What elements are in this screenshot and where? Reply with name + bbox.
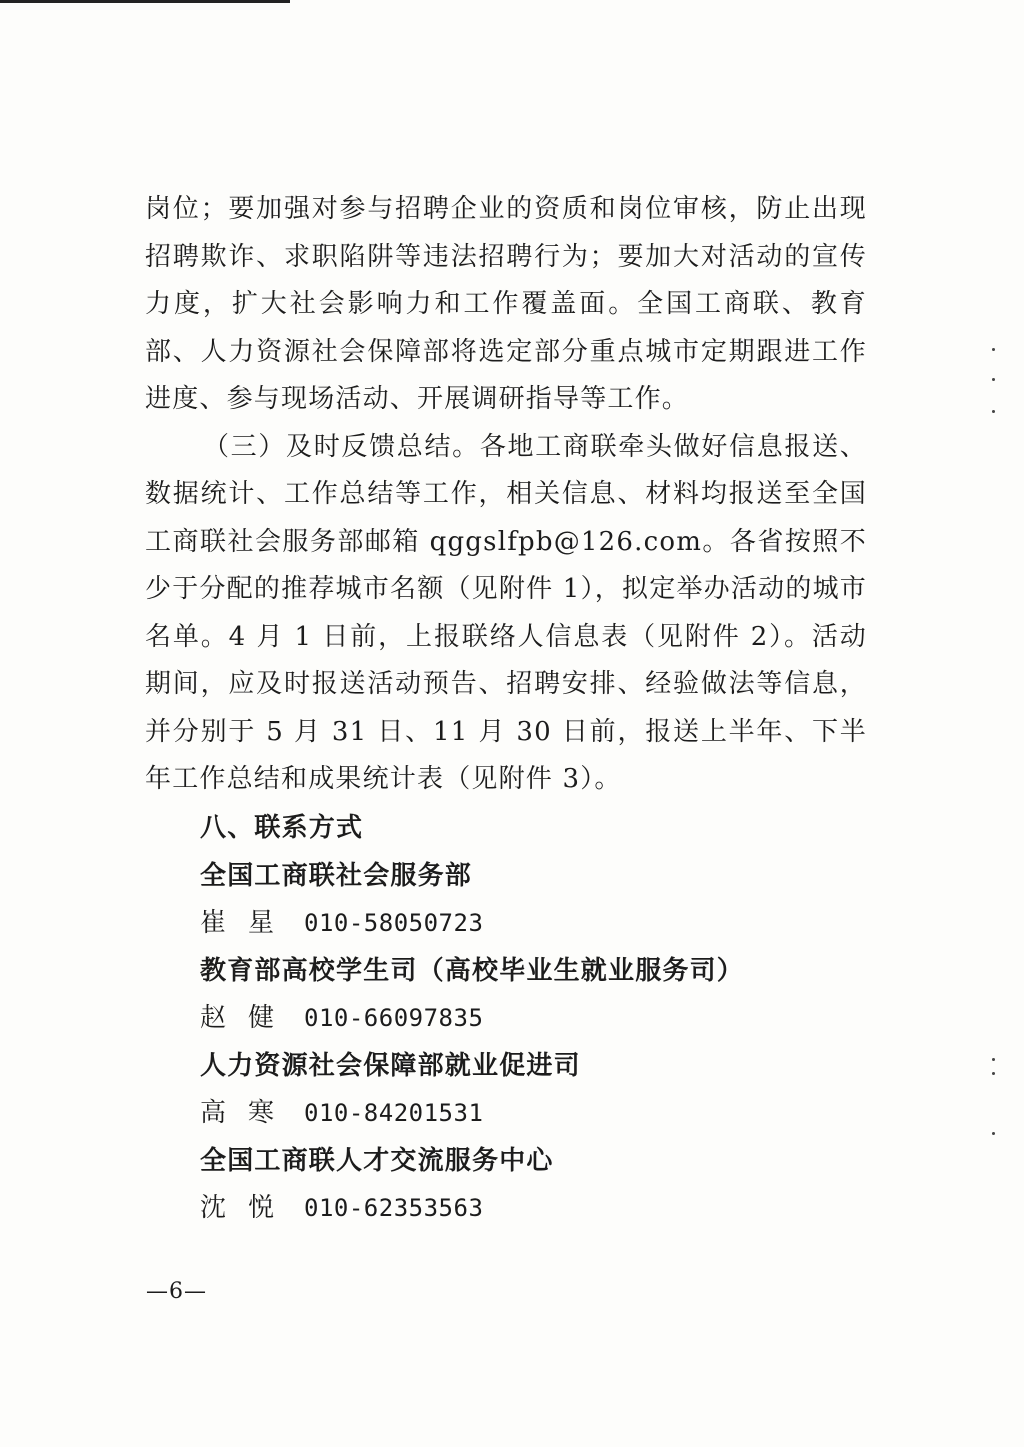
scan-speck bbox=[992, 378, 995, 381]
contact-name: 沈悦 bbox=[200, 1193, 297, 1223]
paragraph-1: 岗位；要加强对参与招聘企业的资质和岗位审核，防止出现招聘欺诈、求职陷阱等违法招聘行为；要加大对活动的宣传力度，扩大社会影响力和工作覆盖面。全国工商联、教育部、人力资源社会保障部将选定部分重点城市定期跟进工作进度、参与现场活动、开展调研指导等工作。 bbox=[145, 194, 867, 414]
contact-org: 全国工商联人才交流服务中心 bbox=[200, 1145, 554, 1176]
contact-name: 高寒 bbox=[200, 1098, 297, 1128]
contact-phone: 010-66097835 bbox=[304, 1004, 484, 1032]
page-number: —6— bbox=[146, 1279, 207, 1304]
contacts-heading: 八、联系方式 bbox=[200, 813, 364, 843]
contact-person bbox=[200, 1185, 880, 1233]
contact-phone: 010-62353563 bbox=[304, 1194, 484, 1222]
scan-speck bbox=[992, 1132, 995, 1135]
contact-person bbox=[200, 1090, 880, 1138]
scan-speck bbox=[992, 1072, 995, 1075]
contact-org: 全国工商联社会服务部 bbox=[200, 860, 473, 891]
contact-phone: 010-58050723 bbox=[304, 909, 484, 937]
scan-speck bbox=[992, 1058, 995, 1061]
contact-name: 崔星 bbox=[200, 908, 297, 938]
contacts-section bbox=[200, 805, 880, 1233]
contact-person bbox=[200, 900, 880, 948]
scan-speck bbox=[992, 410, 995, 413]
body-text bbox=[145, 186, 867, 804]
paragraph-2: （三）及时反馈总结。各地工商联牵头做好信息报送、数据统计、工作总结等工作，相关信息、材料均报送至全国工商联社会服务部邮箱 qggslfpb@126.com。各省按照不少于分配的推荐城市名额（见附件 1），拟定举办活动的城市名单。4 月 1 日前，上报联络人信息表（见附件 2）。活动期间，应及时报送活动预告、招聘安排、经验做法等信息，并分别于 5 月 31 日、11 月 30 日前，报送上半年、下半年工作总结和成果统计表（见附件 3）。 bbox=[145, 431, 867, 794]
contact-phone: 010-84201531 bbox=[304, 1099, 484, 1127]
scan-speck bbox=[992, 348, 995, 351]
contact-org: 人力资源社会保障部就业促进司 bbox=[200, 1050, 581, 1081]
contact-org: 教育部高校学生司（高校毕业生就业服务司） bbox=[200, 955, 745, 986]
scan-edge-line bbox=[0, 0, 290, 3]
contact-name: 赵健 bbox=[200, 1003, 297, 1033]
contact-person bbox=[200, 995, 880, 1043]
